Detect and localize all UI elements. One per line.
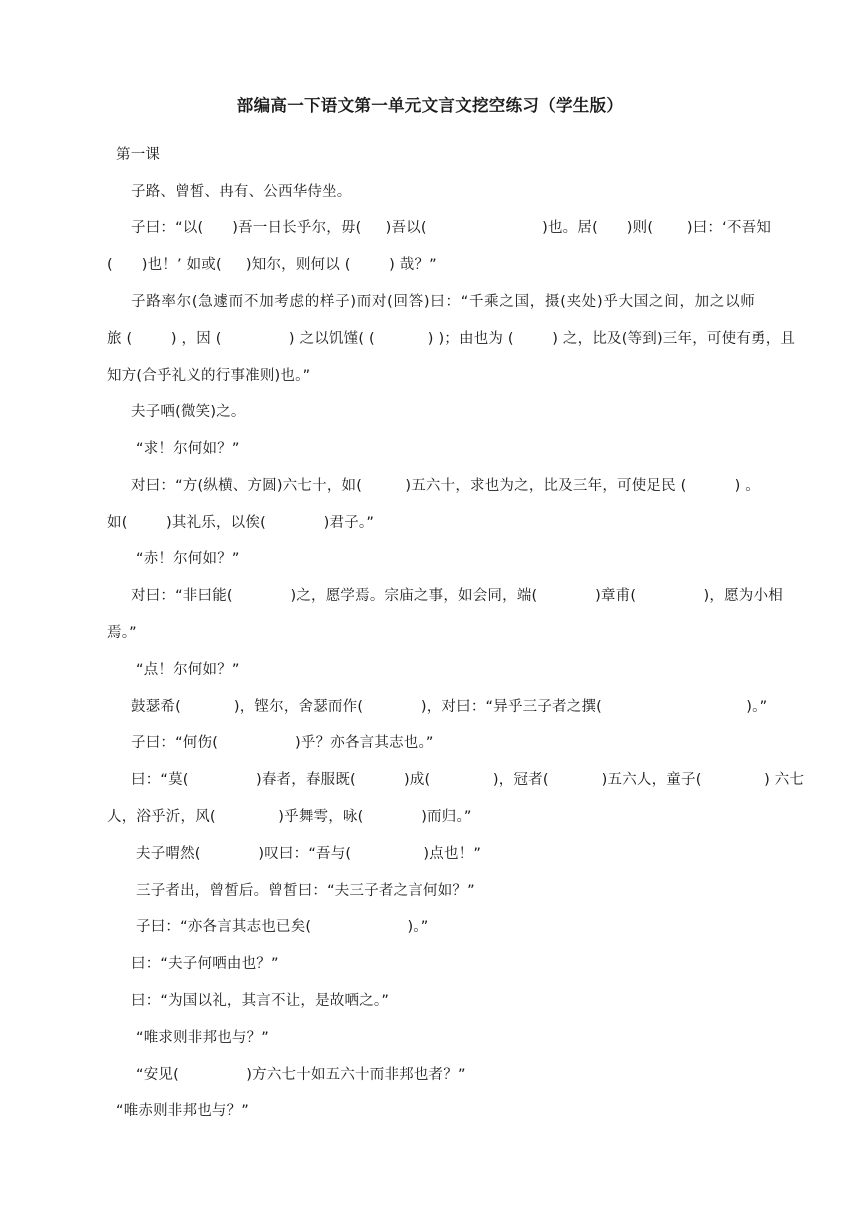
text-line: 子曰：“以( )吾一日长乎尔，毋( )吾以( )也。居( )则( )曰：‘不吾知 <box>131 220 772 236</box>
text-line: 夫子喟然( )叹曰：“吾与( )点也！” <box>136 846 482 862</box>
text-line: 如( )其礼乐，以俟( )君子。” <box>107 515 375 531</box>
text-line: “赤！尔何如？” <box>136 551 240 567</box>
text-line: 曰：“夫子何哂由也？” <box>131 956 279 972</box>
page-title: 部编高一下语文第一单元文言文挖空练习（学生版） <box>236 96 624 115</box>
text-line: 三子者出，曾皙后。曾皙曰：“夫三子者之言何如？” <box>136 883 475 899</box>
text-line: 曰：“为国以礼，其言不让，是故哂之。” <box>131 993 390 1009</box>
text-line: 知方(合乎礼义的行事准则)也。” <box>107 368 311 384</box>
text-line: 人，浴乎沂，风( )乎舞雩，咏( )而归。” <box>107 809 472 825</box>
text-line: 对曰：“方(纵横、方圆)六七十，如( )五六十，求也为之，比及三年，可使足民 ( ) 。 <box>131 478 760 494</box>
text-line: “唯求则非邦也与？” <box>136 1030 270 1046</box>
text-line: 子路、曾皙、冉有、公西华侍坐。 <box>131 184 352 200</box>
text-line: ( )也！’ 如或( )知尔，则何以 ( ) 哉？” <box>107 257 437 273</box>
text-line: “点！尔何如？” <box>136 662 240 678</box>
text-line: 曰：“莫( )春者，春服既( )成( )，冠者( )五六人，童子( ) 六七 <box>131 772 805 788</box>
text-line: 鼓瑟希( )，铿尔，舍瑟而作( )，对曰：“异乎三子者之撰( )。” <box>131 699 768 715</box>
text-line: 子曰：“何伤( )乎？亦各言其志也。” <box>131 735 434 751</box>
text-line: 子路率尔(急遽而不加考虑的样子)而对(回答)曰：“千乘之国，摄(夹处)乎大国之间，加之以师 <box>131 294 755 310</box>
text-line: 对曰：“非曰能( )之，愿学焉。宗庙之事，如会同，端( )章甫( )，愿为小相 <box>131 588 783 604</box>
text-line: 子曰：“亦各言其志也已矣( )。” <box>136 919 429 935</box>
text-line: 焉。” <box>107 625 137 641</box>
text-line: 旅 ( ) ，因 ( ) 之以饥馑( ( ) )；由也为 ( ) 之，比及(等到)三年，可使有勇，且 <box>107 331 796 347</box>
text-line: “唯赤则非邦也与？” <box>116 1103 250 1119</box>
text-line: “安见( )方六七十如五六十而非邦也者？” <box>136 1067 466 1083</box>
section-heading: 第一课 <box>116 147 161 163</box>
text-line: 夫子哂(微笑)之。 <box>131 404 246 420</box>
text-line: “求！尔何如？” <box>136 441 240 457</box>
